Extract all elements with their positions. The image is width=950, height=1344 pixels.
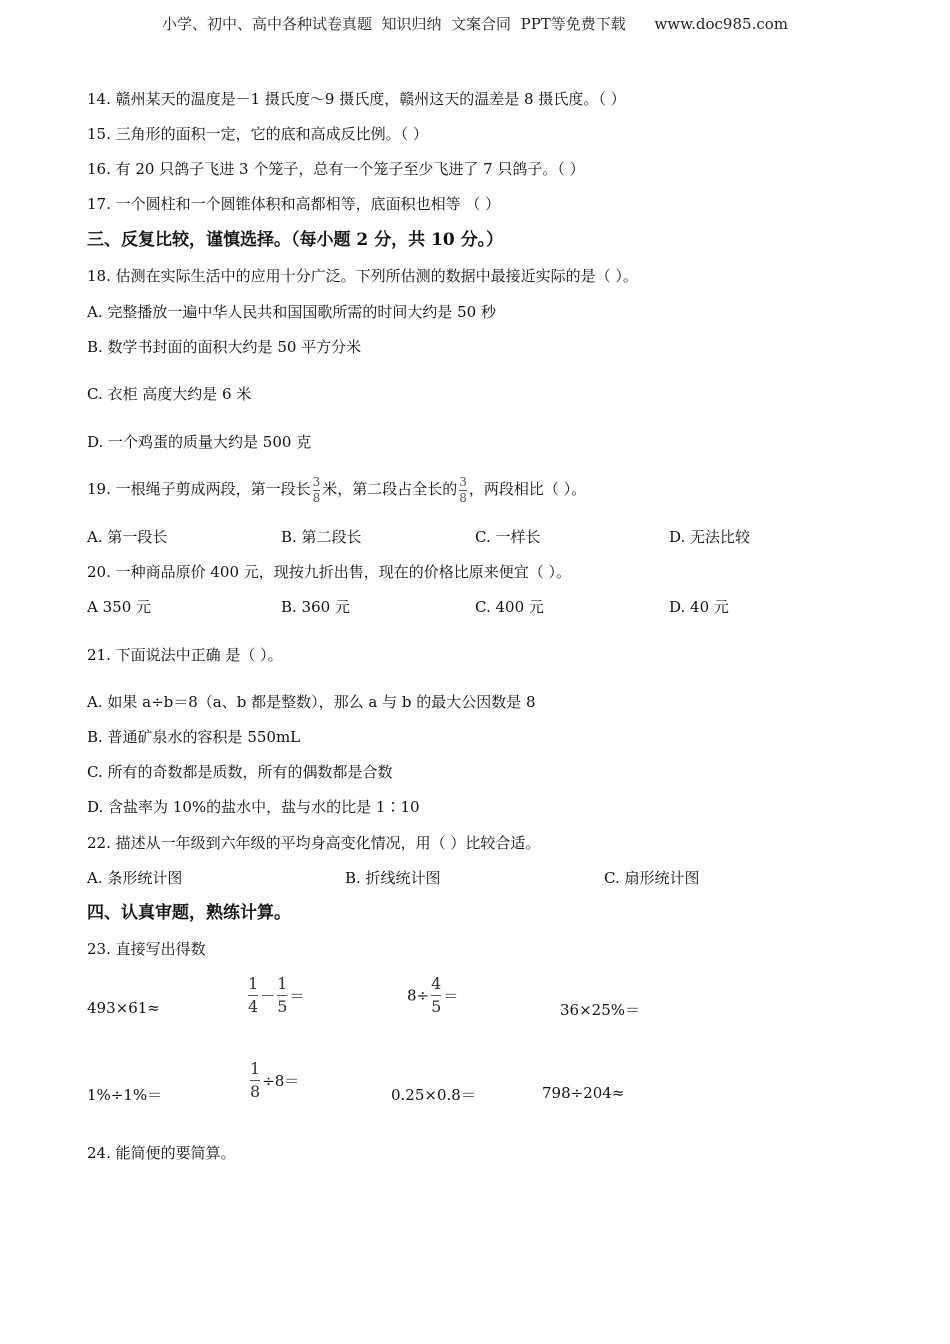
- question-19-stem-part-c: ，两段相比（ ）。: [468, 480, 587, 498]
- question-20-option-b: B. 360 元: [281, 598, 350, 616]
- question-19-option-d: D. 无法比较: [669, 528, 751, 546]
- calc-1pct-div-1pct: 1%÷1%＝: [87, 1086, 163, 1104]
- calc-798-div-204: 798÷204≈: [542, 1084, 625, 1102]
- fraction-one-quarter: $\frac{1}{4}$: [248, 974, 259, 1016]
- question-22-option-c: C. 扇形统计图: [604, 869, 700, 887]
- fraction-one-eighth: $\frac{1}{8}$: [250, 1059, 261, 1101]
- question-24-stem: 24. 能简便的要简算。: [87, 1144, 236, 1162]
- equals-sign: ＝: [289, 987, 305, 1005]
- question-14: 14. 赣州某天的温度是－1 摄氏度～9 摄氏度，赣州这天的温差是 8 摄氏度。（ ）: [87, 90, 626, 108]
- question-18-option-c: C. 衣柜 高度大约是 6 米: [87, 385, 252, 403]
- question-19-stem-part-b: 米，第二段占全长的: [322, 480, 458, 498]
- question-20-stem: 20. 一种商品原价 400 元，现按九折出售，现在的价格比原来便宜（ ）。: [87, 563, 572, 581]
- question-21-option-a: A. 如果 a÷b＝8（a、b 都是整数），那么 a 与 b 的最大公因数是 8: [87, 693, 536, 711]
- calc-8-div-four-fifths: 8÷ $\frac{4}{5}$ ＝: [407, 974, 459, 1016]
- fraction-one-fifth: $\frac{1}{5}$: [277, 974, 288, 1016]
- calc-quarter-minus-fifth: [246, 974, 304, 1017]
- question-18-option-a: A. 完整播放一遍中华人民共和国国歌所需的时间大约是 50 秒: [87, 303, 496, 321]
- question-20-option-d: D. 40 元: [669, 598, 729, 616]
- question-15: 15. 三角形的面积一定，它的底和高成反比例。（ ）: [87, 125, 428, 143]
- question-22-option-a: A. 条形统计图: [87, 869, 183, 887]
- question-19-stem-part-a: 19. 一根绳子剪成两段，第一段长: [87, 480, 311, 498]
- question-18-option-b: B. 数学书封面的面积大约是 50 平方分米: [87, 338, 362, 356]
- question-21-option-d: D. 含盐率为 10%的盐水中，盐与水的比是 1∶10: [87, 798, 420, 816]
- question-21-stem: 21. 下面说法中正确 是（ ）。: [87, 646, 283, 664]
- question-21-option-c: C. 所有的奇数都是质数，所有的偶数都是合数: [87, 763, 393, 781]
- question-19-option-a: A. 第一段长: [87, 528, 168, 546]
- section-3-title: 三、反复比较，谨慎选择。（每小题 2 分，共 10 分。）: [87, 230, 504, 250]
- question-22-option-b: B. 折线统计图: [345, 869, 441, 887]
- minus-sign: －: [260, 987, 276, 1005]
- calc-36x25pct: 36×25%＝: [560, 1001, 640, 1019]
- question-17: 17. 一个圆柱和一个圆锥体积和高都相等，底面积也相等 （ ）: [87, 195, 501, 213]
- section-4-title: 四、认真审题，熟练计算。: [87, 903, 291, 923]
- fraction-three-eighths-2: $\frac{3}{8}$: [459, 474, 467, 505]
- question-22-stem: 22. 描述从一年级到六年级的平均身高变化情况，用（ ）比较合适。: [87, 834, 541, 852]
- question-16: 16. 有 20 只鸽子飞进 3 个笼子，总有一个笼子至少飞进了 7 只鸽子。（ ）: [87, 160, 585, 178]
- fraction-four-fifths: $\frac{4}{5}$: [431, 974, 442, 1016]
- question-20-option-c: C. 400 元: [475, 598, 544, 616]
- calc-eighth-div-8: $\frac{1}{8}$ ÷8＝: [250, 1059, 300, 1101]
- question-21-option-b: B. 普通矿泉水的容积是 550mL: [87, 728, 301, 746]
- question-18-stem: 18. 估测在实际生活中的应用十分广泛。下列所估测的数据中最接近实际的是（ ）。: [87, 267, 638, 285]
- question-18-option-d: D. 一个鸡蛋的质量大约是 500 克: [87, 433, 312, 451]
- calc-493x61: 493×61≈: [87, 999, 160, 1017]
- question-23-stem: 23. 直接写出得数: [87, 940, 206, 958]
- question-19-option-b: B. 第二段长: [281, 528, 362, 546]
- question-20-option-a: A 350 元: [87, 598, 151, 616]
- page-header: 小学、初中、高中各种试卷真题 知识归纳 文案合同 PPT等免费下载 www.doc985.com: [161, 15, 788, 33]
- question-19-stem: [87, 469, 586, 509]
- calc-025x08: 0.25×0.8＝: [391, 1086, 476, 1104]
- fraction-three-eighths: $\frac{3}{8}$: [312, 474, 321, 505]
- question-19-option-c: C. 一样长: [475, 528, 541, 546]
